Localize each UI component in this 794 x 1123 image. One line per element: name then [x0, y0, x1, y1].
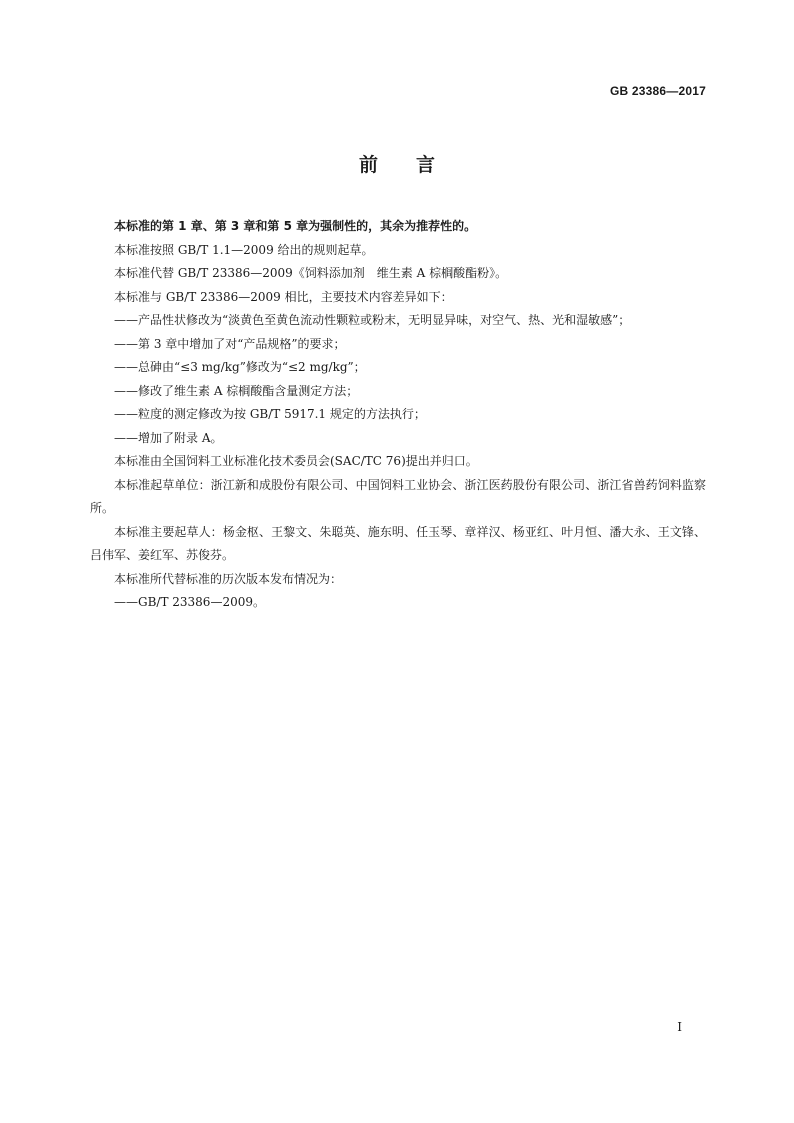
list-item-difference: ——增加了附录 A。 — [114, 430, 223, 445]
paragraph-drafting-rules: 本标准按照 GB/T 1.1—2009 给出的规则起草。 — [114, 242, 374, 257]
paragraph-history-intro: 本标准所代替标准的历次版本发布情况为： — [114, 571, 343, 586]
paragraph-drafters: 本标准主要起草人：杨金枢、王黎文、朱聪英、施东明、任玉琴、章祥汉、杨亚红、叶月恒、潘大永、王文锋、吕伟军、姜红军、苏俊芬。 — [90, 524, 706, 562]
list-item-difference: ——修改了维生素 A 棕榈酸酯含量测定方法； — [114, 383, 359, 398]
list-item-difference: ——总砷由“≤3 mg/kg”修改为“≤2 mg/kg”； — [114, 360, 366, 374]
list-item-difference: ——产品性状修改为“淡黄色至黄色流动性颗粒或粉末，无明显异味，对空气、热、光和湿敏感”； — [114, 313, 631, 327]
paragraph-replaces: 本标准代替 GB/T 23386—2009《饲料添加剂 维生素 A 棕榈酸酯粉》。 — [114, 266, 508, 280]
standard-code: GB 23386—2017 — [610, 84, 706, 98]
page-title: 前 言 — [358, 154, 435, 176]
list-item-difference: ——粒度的测定修改为按 GB/T 5917.1 规定的方法执行； — [114, 407, 426, 421]
page-number: I — [677, 1020, 682, 1034]
paragraph-differences-intro: 本标准与 GB/T 23386—2009 相比，主要技术内容差异如下： — [114, 289, 453, 304]
paragraph-proposer: 本标准由全国饲料工业标准化技术委员会(SAC/TC 76)提出并归口。 — [114, 454, 478, 468]
list-item-difference: ——第 3 章中增加了对“产品规格”的要求； — [114, 336, 346, 351]
paragraph-drafting-units: 本标准起草单位：浙江新和成股份有限公司、中国饲料工业协会、浙江医药股份有限公司、浙江省兽药饲料监察所。 — [90, 477, 706, 515]
paragraph-mandatory-note: 本标准的第 1 章、第 3 章和第 5 章为强制性的，其余为推荐性的。 — [114, 219, 477, 233]
list-item-history: ——GB/T 23386—2009。 — [114, 595, 265, 609]
foreword-body — [90, 215, 706, 615]
